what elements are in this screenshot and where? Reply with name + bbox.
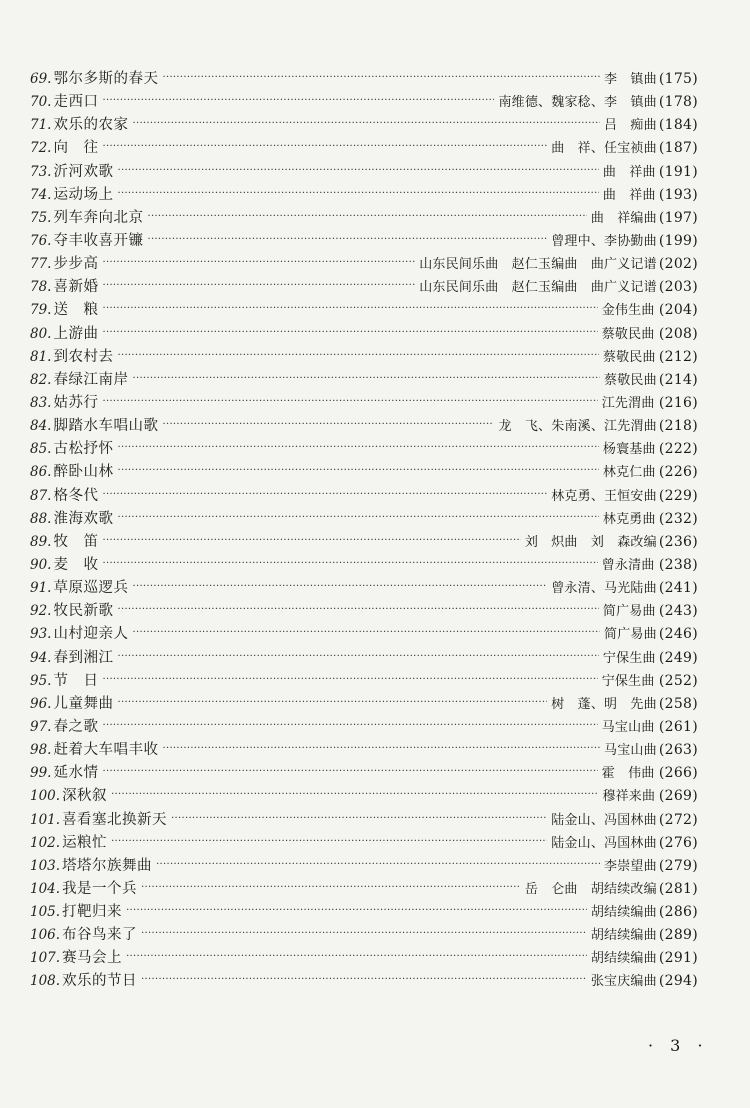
dot-leader xyxy=(102,668,597,691)
entry-page: (222) xyxy=(658,441,698,458)
toc-entry xyxy=(30,739,698,762)
entry-composer: 宁保生曲 xyxy=(602,650,656,666)
dot-leader xyxy=(102,714,597,737)
dot-leader xyxy=(141,922,587,945)
entry-number: 108. xyxy=(30,973,61,990)
entry-number: 74. xyxy=(30,186,52,203)
dot-leader xyxy=(162,66,600,89)
entry-page: (193) xyxy=(658,186,698,203)
entry-number: 93. xyxy=(30,626,52,643)
entry-composer: 胡结续编曲 xyxy=(590,905,657,921)
entry-composer: 曾理中、李协勤曲 xyxy=(551,233,657,249)
entry-number: 82. xyxy=(30,371,52,388)
entry-title: 赛马会上 xyxy=(62,950,123,967)
entry-title: 夺丰收喜开镰 xyxy=(53,232,144,249)
entry-number: 99. xyxy=(30,765,52,782)
entry-title: 牧民新歌 xyxy=(53,603,114,620)
dot-leader xyxy=(102,251,415,274)
dot-leader xyxy=(117,645,598,668)
toc-entry xyxy=(30,785,698,808)
entry-page: (263) xyxy=(658,742,698,759)
entry-title: 欢乐的农家 xyxy=(53,117,129,134)
entry-page: (203) xyxy=(658,279,698,296)
entry-title: 沂河欢歌 xyxy=(53,163,114,180)
dot-leader xyxy=(111,830,547,853)
toc-entry xyxy=(30,114,698,137)
entry-number: 92. xyxy=(30,603,52,620)
entry-page: (269) xyxy=(658,788,698,805)
entry-title: 运粮忙 xyxy=(62,834,108,851)
entry-number: 106. xyxy=(30,927,61,944)
dot-leader xyxy=(117,506,598,529)
entry-number: 94. xyxy=(30,649,52,666)
entry-composer: 李崇望曲 xyxy=(604,858,657,874)
entry-number: 88. xyxy=(30,510,52,527)
dot-leader xyxy=(171,807,547,830)
entry-composer: 马宝山曲 xyxy=(601,719,655,735)
entry-composer: 曾永清曲 xyxy=(601,557,655,573)
entry-number: 104. xyxy=(30,880,61,897)
entry-page: (261) xyxy=(658,718,698,735)
entry-number: 76. xyxy=(30,232,52,249)
entry-title: 深秋叙 xyxy=(62,788,108,805)
entry-number: 69. xyxy=(30,71,52,87)
toc-entry xyxy=(30,415,698,438)
entry-number: 100. xyxy=(30,788,61,805)
entry-composer: 曲 祥曲 xyxy=(602,187,656,203)
entry-composer: 马宝山曲 xyxy=(604,743,657,759)
entry-composer: 蔡敬民曲 xyxy=(601,326,655,342)
entry-page: (204) xyxy=(658,302,698,319)
entry-composer: 山东民间乐曲 赵仁玉编曲 曲广义记谱 xyxy=(419,257,657,273)
entry-title: 醉卧山林 xyxy=(53,464,114,481)
entry-page: (286) xyxy=(658,904,698,921)
entry-composer: 简广易曲 xyxy=(604,627,657,643)
entry-composer: 山东民间乐曲 赵仁玉编曲 曲广义记谱 xyxy=(419,280,657,296)
entry-number: 75. xyxy=(30,209,52,226)
toc-entry xyxy=(30,647,698,670)
entry-number: 103. xyxy=(30,857,61,874)
dot-leader xyxy=(126,945,587,968)
toc-entry xyxy=(30,323,698,346)
entry-composer: 龙 飞、朱南溪、江先渭曲 xyxy=(498,419,657,435)
entry-composer: 吕 痴曲 xyxy=(604,118,657,134)
dot-leader xyxy=(102,89,494,112)
entry-number: 83. xyxy=(30,394,52,411)
entry-number: 81. xyxy=(30,348,52,365)
entry-page: (258) xyxy=(658,695,698,712)
toc-entry xyxy=(30,253,698,276)
toc-entry xyxy=(30,438,698,461)
toc-entry xyxy=(30,91,698,114)
toc-entry xyxy=(30,947,698,970)
toc-entry xyxy=(30,230,698,253)
toc-entry xyxy=(30,461,698,484)
dot-leader xyxy=(132,621,600,644)
entry-number: 105. xyxy=(30,904,61,921)
dot-leader xyxy=(132,575,547,598)
entry-title: 向 往 xyxy=(53,140,99,157)
toc-entry xyxy=(30,693,698,716)
dot-leader xyxy=(147,228,547,251)
entry-title: 延水情 xyxy=(53,765,99,782)
entry-composer: 南维德、魏家稔、李 镇曲 xyxy=(498,95,657,111)
entry-title: 送 粮 xyxy=(53,302,99,319)
toc-entry xyxy=(30,716,698,739)
entry-page: (232) xyxy=(658,510,698,527)
entry-number: 86. xyxy=(30,464,52,481)
toc-entry xyxy=(30,392,698,415)
dot-leader xyxy=(156,853,600,876)
entry-composer: 金伟生曲 xyxy=(601,303,655,319)
toc-entry xyxy=(30,600,698,623)
dot-leader xyxy=(126,899,587,922)
entry-title: 草原巡逻兵 xyxy=(53,580,129,597)
dot-leader xyxy=(102,552,597,575)
table-of-contents xyxy=(30,68,698,994)
entry-page: (229) xyxy=(658,487,698,504)
entry-number: 90. xyxy=(30,556,52,573)
toc-entry xyxy=(30,531,698,554)
entry-page: (175) xyxy=(658,71,698,87)
entry-number: 95. xyxy=(30,672,52,689)
entry-number: 102. xyxy=(30,834,61,851)
dot-leader xyxy=(102,135,547,158)
entry-title: 节 日 xyxy=(53,672,99,689)
toc-entry xyxy=(30,855,698,878)
dot-leader xyxy=(102,297,597,320)
toc-entry xyxy=(30,346,698,369)
entry-composer: 张宝庆编曲 xyxy=(590,974,657,990)
entry-number: 78. xyxy=(30,279,52,296)
toc-entry xyxy=(30,878,698,901)
toc-entry xyxy=(30,970,698,993)
dot-leader xyxy=(162,413,494,436)
entry-number: 71. xyxy=(30,117,52,134)
entry-number: 79. xyxy=(30,302,52,319)
entry-composer: 简广易曲 xyxy=(602,604,656,620)
entry-composer: 穆祥来曲 xyxy=(602,789,656,805)
entry-composer: 林克仁曲 xyxy=(602,465,656,481)
entry-number: 73. xyxy=(30,163,52,180)
dot-leader xyxy=(102,760,597,783)
dot-leader xyxy=(102,321,597,344)
page-number: · 3 · xyxy=(648,1036,709,1055)
entry-composer: 江先渭曲 xyxy=(601,395,655,411)
entry-title: 淮海欢歌 xyxy=(53,510,114,527)
dot-leader xyxy=(111,783,598,806)
entry-number: 101. xyxy=(30,811,61,828)
entry-title: 脚踏水车唱山歌 xyxy=(53,418,159,435)
entry-number: 91. xyxy=(30,580,52,597)
entry-page: (212) xyxy=(658,348,698,365)
entry-title: 喜看塞北换新天 xyxy=(62,811,168,828)
entry-page: (243) xyxy=(658,603,698,620)
entry-title: 走西口 xyxy=(53,94,99,111)
entry-page: (236) xyxy=(658,533,698,550)
toc-entry xyxy=(30,369,698,392)
entry-title: 运动场上 xyxy=(53,186,114,203)
entry-title: 布谷鸟来了 xyxy=(62,927,138,944)
entry-title: 姑苏行 xyxy=(53,394,99,411)
entry-composer: 树 蓬、明 先曲 xyxy=(551,696,657,712)
entry-page: (226) xyxy=(658,464,698,481)
entry-composer: 陆金山、冯国林曲 xyxy=(551,812,657,828)
entry-composer: 霍 伟曲 xyxy=(601,766,655,782)
toc-entry xyxy=(30,762,698,785)
entry-page: (241) xyxy=(658,580,698,597)
toc-entry xyxy=(30,670,698,693)
entry-page: (197) xyxy=(658,209,698,226)
entry-page: (281) xyxy=(658,880,698,897)
entry-page: (187) xyxy=(658,140,698,157)
toc-entry xyxy=(30,832,698,855)
dot-leader xyxy=(117,182,598,205)
entry-page: (272) xyxy=(658,811,698,828)
toc-entry xyxy=(30,161,698,184)
toc-entry xyxy=(30,901,698,924)
toc-entry xyxy=(30,207,698,230)
toc-entry xyxy=(30,924,698,947)
entry-composer: 曾永清、马光陆曲 xyxy=(551,581,657,597)
dot-leader xyxy=(102,390,597,413)
entry-composer: 李 镇曲 xyxy=(604,72,657,87)
entry-composer: 岳 仑曲 胡结续改编 xyxy=(524,881,657,897)
toc-entry xyxy=(30,623,698,646)
entry-page: (178) xyxy=(658,94,698,111)
entry-page: (218) xyxy=(658,418,698,435)
toc-entry xyxy=(30,577,698,600)
entry-number: 85. xyxy=(30,441,52,458)
entry-page: (289) xyxy=(658,927,698,944)
dot-leader xyxy=(132,112,600,135)
entry-composer: 胡结续编曲 xyxy=(590,951,657,967)
entry-title: 山村迎亲人 xyxy=(53,626,129,643)
dot-leader xyxy=(117,598,598,621)
dot-leader xyxy=(117,159,598,182)
entry-number: 97. xyxy=(30,718,52,735)
toc-entry xyxy=(30,276,698,299)
entry-title: 儿童舞曲 xyxy=(53,695,114,712)
dot-leader xyxy=(141,876,521,899)
entry-number: 96. xyxy=(30,695,52,712)
entry-page: (214) xyxy=(658,371,698,388)
entry-title: 鄂尔多斯的春天 xyxy=(53,71,159,87)
entry-page: (249) xyxy=(658,649,698,666)
dot-leader xyxy=(102,529,520,552)
dot-leader xyxy=(132,367,600,390)
entry-title: 步步高 xyxy=(53,256,99,273)
dot-leader xyxy=(117,691,547,714)
entry-title: 春绿江南岸 xyxy=(53,371,129,388)
entry-composer: 蔡敬民曲 xyxy=(602,349,656,365)
entry-composer: 曲 祥、任宝祯曲 xyxy=(551,141,657,157)
entry-page: (202) xyxy=(658,256,698,273)
entry-composer: 曲 祥曲 xyxy=(602,164,656,180)
toc-entry xyxy=(30,68,698,91)
entry-composer: 曲 祥编曲 xyxy=(590,210,657,226)
entry-number: 77. xyxy=(30,256,52,273)
entry-title: 我是一个兵 xyxy=(62,880,138,897)
entry-number: 70. xyxy=(30,94,52,111)
entry-page: (291) xyxy=(658,950,698,967)
toc-entry xyxy=(30,554,698,577)
entry-page: (238) xyxy=(658,556,698,573)
dot-leader xyxy=(141,968,587,991)
entry-title: 春到湘江 xyxy=(53,649,114,666)
toc-entry xyxy=(30,809,698,832)
dot-leader xyxy=(162,737,600,760)
entry-number: 80. xyxy=(30,325,52,342)
entry-page: (276) xyxy=(658,834,698,851)
entry-title: 古松抒怀 xyxy=(53,441,114,458)
entry-composer: 杨寰基曲 xyxy=(602,442,656,458)
entry-page: (252) xyxy=(658,672,698,689)
entry-page: (246) xyxy=(658,626,698,643)
dot-leader xyxy=(102,483,547,506)
entry-composer: 陆金山、冯国林曲 xyxy=(551,835,657,851)
entry-title: 上游曲 xyxy=(53,325,99,342)
entry-title: 格冬代 xyxy=(53,487,99,504)
entry-composer: 刘 炽曲 刘 森改编 xyxy=(524,534,657,550)
toc-entry xyxy=(30,299,698,322)
entry-number: 89. xyxy=(30,533,52,550)
toc-entry xyxy=(30,485,698,508)
entry-title: 麦 收 xyxy=(53,556,99,573)
entry-title: 到农村去 xyxy=(53,348,114,365)
dot-leader xyxy=(117,459,598,482)
entry-composer: 林克勇曲 xyxy=(602,511,656,527)
entry-title: 列车奔向北京 xyxy=(53,209,144,226)
toc-entry xyxy=(30,184,698,207)
entry-title: 塔塔尔族舞曲 xyxy=(62,857,153,874)
entry-title: 牧 笛 xyxy=(53,533,99,550)
entry-composer: 蔡敬民曲 xyxy=(604,372,657,388)
entry-number: 107. xyxy=(30,950,61,967)
dot-leader xyxy=(102,274,415,297)
entry-composer: 林克勇、王恒安曲 xyxy=(551,488,657,504)
entry-page: (279) xyxy=(658,857,698,874)
entry-page: (294) xyxy=(658,973,698,990)
entry-title: 打靶归来 xyxy=(62,904,123,921)
entry-page: (266) xyxy=(658,765,698,782)
entry-title: 喜新婚 xyxy=(53,279,99,296)
entry-composer: 胡结续编曲 xyxy=(590,928,657,944)
entry-page: (184) xyxy=(658,117,698,134)
entry-number: 72. xyxy=(30,140,52,157)
entry-title: 春之歌 xyxy=(53,718,99,735)
dot-leader xyxy=(147,205,586,228)
entry-page: (216) xyxy=(658,394,698,411)
entry-page: (199) xyxy=(658,232,698,249)
entry-number: 87. xyxy=(30,487,52,504)
toc-entry xyxy=(30,508,698,531)
entry-number: 84. xyxy=(30,418,52,435)
entry-title: 赶着大车唱丰收 xyxy=(53,742,159,759)
entry-page: (208) xyxy=(658,325,698,342)
toc-entry xyxy=(30,137,698,160)
entry-composer: 宁保生曲 xyxy=(601,673,655,689)
dot-leader xyxy=(117,436,598,459)
entry-number: 98. xyxy=(30,742,52,759)
dot-leader xyxy=(117,344,598,367)
entry-page: (191) xyxy=(658,163,698,180)
entry-title: 欢乐的节日 xyxy=(62,973,138,990)
